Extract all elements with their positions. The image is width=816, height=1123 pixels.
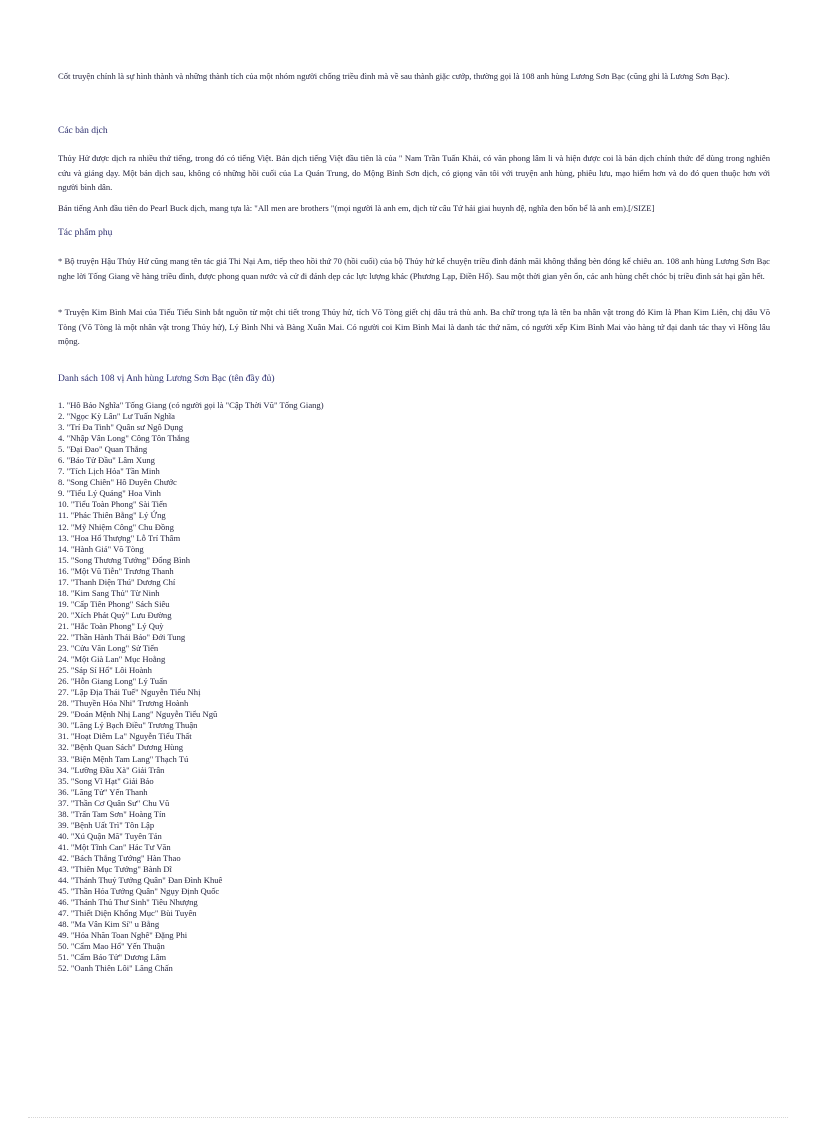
page-bottom-divider bbox=[28, 1117, 788, 1118]
list-item: 32. "Bệnh Quan Sách" Dương Hùng bbox=[58, 742, 184, 753]
list-item: 52. "Oanh Thiên Lôi" Lăng Chấn bbox=[58, 963, 173, 974]
list-item: 37. "Thần Cơ Quân Sư" Chu Vũ bbox=[58, 797, 170, 808]
list-item: 18. "Kim Sang Thủ" Từ Ninh bbox=[58, 587, 160, 598]
list-item: 27. "Lập Địa Thái Tuế" Nguyễn Tiểu Nhị bbox=[58, 687, 201, 698]
intro-paragraph: Cốt truyện chính là sự hình thành và những thành tích của một nhóm người chống triều đình mà về sau thành giặc cướp, thường gọi là 108 anh hùng Lương Sơn Bạc (cũng ghi là Lương Sơn Bạc). bbox=[58, 71, 730, 81]
list-item: 47. "Thiết Diện Khổng Mục" Bùi Tuyên bbox=[58, 908, 197, 919]
list-item: 9. "Tiểu Lý Quảng" Hoa Vinh bbox=[58, 488, 161, 499]
list-item: 23. "Cửu Văn Long" Sử Tiến bbox=[58, 643, 159, 654]
list-item: 42. "Bách Thắng Tướng" Hàn Thao bbox=[58, 852, 181, 863]
translations-paragraph-1: Thủy Hử được dịch ra nhiều thứ tiếng, trong đó có tiếng Việt. Bản dịch tiếng Việt đầu tiên là của " Nam Trần Tuấn Khải, có văn phong lâm li và hiện được coi là bản dịch chính thức để dùng trong nghiên cứu và giảng dạy. Một bản dịch sau, không có những hồi cuối của La Quán Trung, do Mộng Bình Sơn dịch, có giọng văn tôi với truyện anh hùng, phiêu lưu, mạo hiểm hơn và do đó quen thuộc hơn với người bình dân. bbox=[58, 153, 770, 192]
list-item: 16. "Một Vũ Tiễn" Trương Thanh bbox=[58, 565, 174, 576]
list-item: 48. "Ma Vân Kim Sí" u Bằng bbox=[58, 919, 160, 930]
list-item: 14. "Hành Giả" Võ Tòng bbox=[58, 543, 144, 554]
works-heading: Tác phẩm phụ bbox=[58, 228, 113, 238]
list-item: 11. "Phác Thiên Bằng" Lý Ứng bbox=[58, 510, 166, 521]
list-item: 49. "Hỏa Nhãn Toan Nghê" Đặng Phi bbox=[58, 930, 188, 941]
list-item: 26. "Hỗn Giang Long" Lý Tuấn bbox=[58, 676, 168, 687]
list-item: 39. "Bệnh Uất Trì" Tôn Lập bbox=[58, 819, 155, 830]
heroes-list bbox=[58, 400, 770, 974]
list-item: 10. "Tiểu Toàn Phong" Sài Tiến bbox=[58, 499, 168, 510]
list-item: 21. "Hắc Toàn Phong" Lý Quỳ bbox=[58, 620, 164, 631]
list-item: 20. "Xích Phát Quỷ" Lưu Đường bbox=[58, 609, 172, 620]
works-paragraph-1: * Bộ truyện Hậu Thủy Hử cũng mang tên tác giả Thi Nại Am, tiếp theo hồi thứ 70 (hồi cuối) của bộ Thủy hử kể chuyện triều đình đánh mãi không thắng bèn đóng kế chiêu an. 108 anh hùng Lương Sơn Bạc nghe lời Tống Giang về hàng triều đình, được phong quan nước và cử đi đánh dẹp các lực lượng khác (Phương Lạp, Điền Hổ). Sau một thời gian yên ổn, các anh hùng chết chóc bị triều đình sát hại gần hết. bbox=[58, 256, 770, 281]
list-item: 44. "Thánh Thuỷ Tướng Quân" Đan Đình Khuê bbox=[58, 875, 223, 886]
list-item: 45. "Thần Hỏa Tướng Quân" Ngụy Định Quốc bbox=[58, 886, 220, 897]
list-item: 30. "Lãng Lý Bạch Điều" Trương Thuận bbox=[58, 720, 198, 731]
list-item: 41. "Một Tĩnh Can" Hác Tư Văn bbox=[58, 841, 171, 852]
list-item: 33. "Biện Mệnh Tam Lang" Thạch Tú bbox=[58, 753, 189, 764]
list-item: 51. "Cẩm Báo Tử" Dương Lâm bbox=[58, 952, 167, 963]
heroes-list-heading: Danh sách 108 vị Anh hùng Lương Sơn Bạc (tên đầy đủ) bbox=[58, 374, 275, 384]
list-item: 8. "Song Chiên" Hô Duyên Chước bbox=[58, 477, 177, 488]
list-item: 19. "Cấp Tiên Phong" Sách Siêu bbox=[58, 598, 170, 609]
translations-heading: Các bản dịch bbox=[58, 126, 108, 136]
list-item: 38. "Trấn Tam Sơn" Hoàng Tín bbox=[58, 808, 166, 819]
works-paragraph-2: * Truyện Kim Bình Mai của Tiếu Tiếu Sinh bắt nguồn từ một chi tiết trong Thủy hử, tích Võ Tòng giết chị dâu trả thù anh. Ba chữ trong tựa là tên ba nhân vật trong đó Kim là Phan Kim Liên, chị dâu Võ Tòng (Võ Tòng là một nhân vật trong Thủy hử), Lý Bình Nhi và Bàng Xuân Mai. Có người coi Kim Bình Mai là danh tác thứ năm, có người xếp Kim Bình Mai vào hàng tứ đại danh tác thay vì Hồng lâu mộng. bbox=[58, 307, 770, 346]
list-item: 35. "Song Vĩ Hạt" Giải Bảo bbox=[58, 775, 154, 786]
list-item: 3. "Trí Đa Tinh" Quân sư Ngô Dụng bbox=[58, 422, 184, 433]
list-item: 22. "Thần Hành Thái Bảo" Đới Tung bbox=[58, 631, 186, 642]
list-item: 31. "Hoạt Diêm La" Nguyễn Tiểu Thất bbox=[58, 731, 192, 742]
list-item: 1. "Hô Bảo Nghĩa" Tống Giang (có người gọi là "Cập Thời Vũ" Tống Giang) bbox=[58, 400, 324, 410]
list-item: 25. "Sáp Sí Hổ" Lôi Hoành bbox=[58, 665, 152, 676]
translations-paragraph-2: Bản tiếng Anh đầu tiên do Pearl Buck dịch, mang tựa là: "All men are brothers "(mọi người là anh em, dịch từ câu Tứ hải giai huynh đệ, nghĩa đen bốn bể là anh em).[/SIZE] bbox=[58, 203, 655, 213]
list-item: 4. "Nhập Vân Long" Công Tôn Thắng bbox=[58, 433, 190, 444]
list-item: 28. "Thuyền Hỏa Nhi" Trương Hoành bbox=[58, 698, 189, 709]
list-item: 6. "Báo Tử Đầu" Lâm Xung bbox=[58, 455, 155, 466]
list-item: 12. "Mỹ Nhiệm Công" Chu Đồng bbox=[58, 521, 174, 532]
list-item: 34. "Lưỡng Đầu Xà" Giải Trân bbox=[58, 764, 165, 775]
list-item: 40. "Xú Quận Mã" Tuyên Tán bbox=[58, 830, 162, 841]
list-item: 2. "Ngọc Kỳ Lân" Lư Tuấn Nghĩa bbox=[58, 411, 175, 422]
list-item: 24. "Một Già Lan" Mục Hoằng bbox=[58, 654, 166, 665]
list-item: 29. "Đoản Mệnh Nhị Lang" Nguyễn Tiểu Ngũ bbox=[58, 709, 218, 720]
list-item: 17. "Thanh Diện Thú" Dương Chí bbox=[58, 576, 176, 587]
list-item: 13. "Hoa Hổ Thượng" Lỗ Trí Thâm bbox=[58, 532, 181, 543]
list-item: 5. "Đại Đao" Quan Thắng bbox=[58, 444, 148, 455]
list-item: 36. "Lãng Tử" Yến Thanh bbox=[58, 786, 148, 797]
list-item: 15. "Song Thương Tướng" Đổng Bình bbox=[58, 554, 191, 565]
list-item: 43. "Thiên Mục Tướng" Bành Dĩ bbox=[58, 863, 172, 874]
list-item: 50. "Cẩm Mao Hổ" Yến Thuận bbox=[58, 941, 165, 952]
list-item: 7. "Tích Lịch Hỏa" Tần Minh bbox=[58, 466, 160, 477]
list-item: 46. "Thánh Thủ Thư Sinh" Tiêu Nhượng bbox=[58, 897, 198, 908]
